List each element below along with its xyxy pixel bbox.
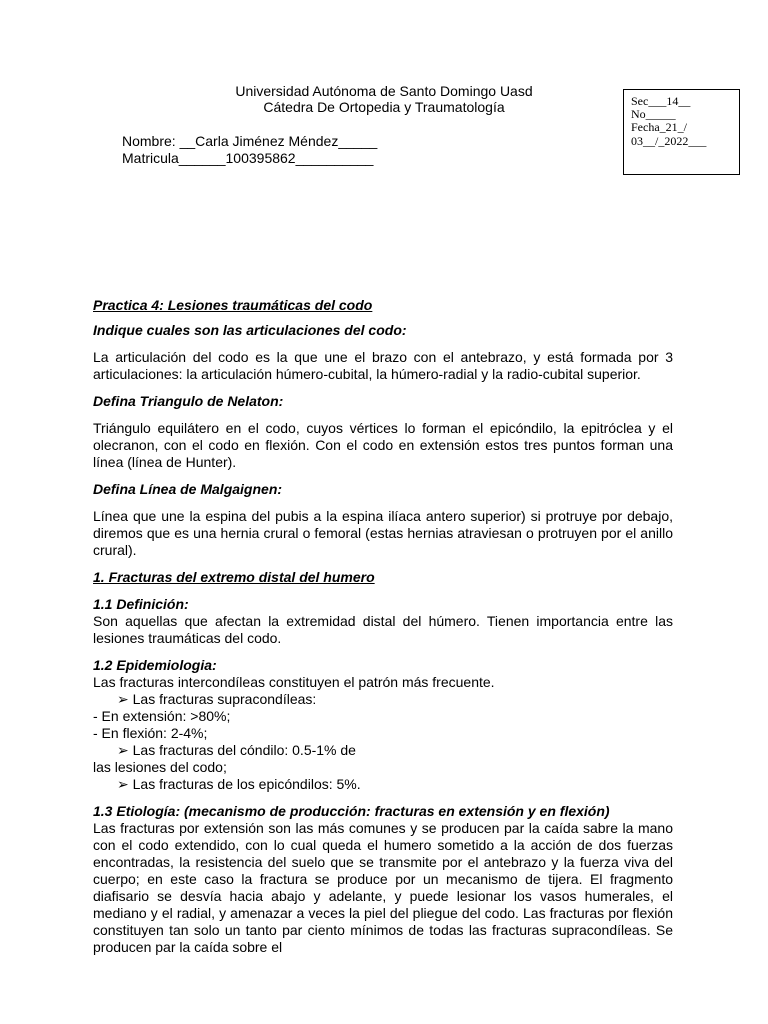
section-1-1-text: Son aquellas que afectan la extremidad distal del húmero. Tienen importancia entre las lesiones traumáticas del codo. [93,613,673,646]
epidemiology-line: - En extensión: >80%; [93,708,231,724]
university-name: Universidad Autónoma de Santo Domingo Uasd [235,83,533,99]
student-name-field: Nombre: __Carla Jiménez Méndez_____ [122,133,378,149]
epidemiology-bullet: ➢ Las fracturas supracondíleas: [117,691,317,707]
document-body [93,297,673,956]
section-1-3-title: 1.3 Etiología: (mecanismo de producción: fracturas en extensión y en flexión) [93,803,610,819]
epidemiology-line: las lesiones del codo; [93,759,227,775]
epidemiology-line: Las fracturas intercondíleas constituyen el patrón más frecuente. [93,674,495,690]
answer-articulations: La articulación del codo es la que une el brazo con el antebrazo, y está formada por 3 articulaciones: la articulación húmero-cubital, la húmero-radial y la radio-cubital superior. [93,349,673,382]
section-1-2-title: 1.2 Epidemiologia: [93,657,217,673]
date-line-2: 03__/_2022___ [631,134,707,148]
question-nelaton: Defina Triangulo de Nelaton: [93,393,284,409]
answer-malgaignen: Línea que une la espina del pubis a la espina ilíaca antero superior) si protruye por debajo, diremos que es una hernia crural o femoral (estas hernias atraviesan o protruyen por el anillo crural). [93,508,673,558]
section-1-title: 1. Fracturas del extremo distal del humero [93,569,375,585]
epidemiology-bullet: ➢ Las fracturas del cóndilo: 0.5-1% de [117,742,356,758]
question-articulations: Indique cuales son las articulaciones del codo: [93,322,407,338]
student-id-field: Matricula______100395862__________ [122,150,374,166]
list-number: No_____ [631,107,676,121]
epidemiology-line: - En flexión: 2-4%; [93,725,208,741]
epidemiology-bullet: ➢ Las fracturas de los epicóndilos: 5%. [117,776,361,792]
section-1-1-title: 1.1 Definición: [93,596,189,612]
question-malgaignen: Defina Línea de Malgaignen: [93,481,283,497]
section-number: Sec___14__ [631,94,691,108]
answer-nelaton: Triángulo equilátero en el codo, cuyos vértices lo forman el epicóndilo, la epitróclea y el olecranon, con el codo en flexión. Con el codo en extensión estos tres puntos forman una línea (línea de Hunter). [93,420,673,470]
date-line-1: Fecha_21_/ [631,120,687,134]
practice-title: Practica 4: Lesiones traumáticas del codo [93,297,373,313]
department-name: Cátedra De Ortopedia y Traumatología [263,99,505,115]
section-1-3-text: Las fracturas por extensión son las más comunes y se producen par la caída sabre la mano con el codo extendido, con lo cual queda el humero sometido a la acción de dos fuerzas encontradas, la resistencia del suelo que se transmite por el antebrazo y la fuerza viva del cuerpo; en este caso la fractura se produce por un mecanismo de tijera. El fragmento diafisario se desvía hacia abajo y adelante, y puede lesionar los vasos humerales, el mediano y el radial, y amenazar a veces la piel del pliegue del codo. Las fracturas por flexión constituyen tan solo un tanto par ciento mínimos de todas las fracturas supracondíleas. Se producen par la caída sobre el [93,820,673,955]
